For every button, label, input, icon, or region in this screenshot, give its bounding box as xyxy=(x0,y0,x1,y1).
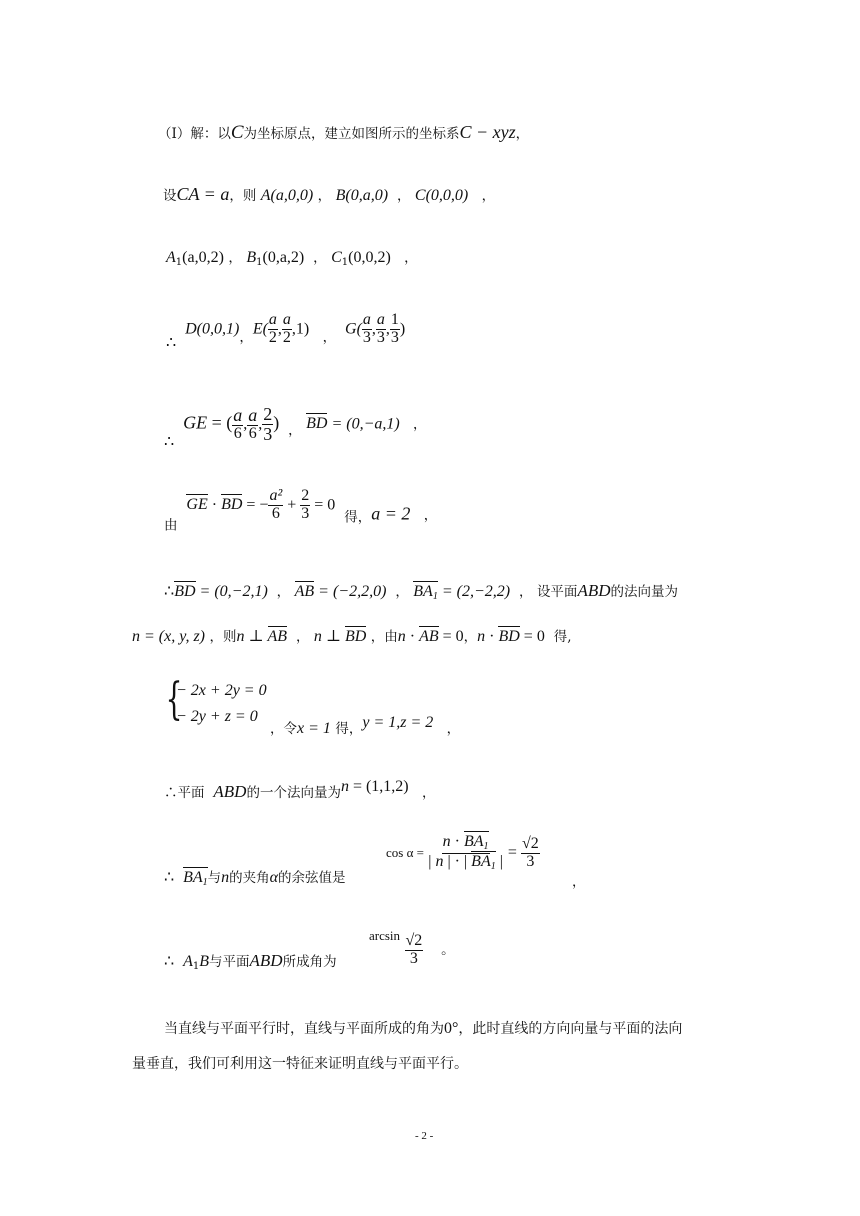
system-equation-1: − 2x + 2y = 0 xyxy=(176,682,267,699)
dot-product-equation-line: 由 GE · BD = − $\frac{\text{a²}}{6}$ + $\frac{2}{3}$ = 0 得，a = 2 ， xyxy=(164,487,438,534)
cosine-line-comma: ， xyxy=(572,874,586,890)
system-solution-line: ，令x = 1 得，y = 1,z = 2 ， xyxy=(270,714,461,737)
cosine-angle-label: ∴ $BA_1$与n的夹角α的余弦值是 xyxy=(164,869,346,888)
vector-GE-BD-line: ∴ GE = ( $\frac{a}{6}$ , $\frac{a}{6}$ , $\frac{2}{3}$ ) ， BD = (0,−a,1) ， xyxy=(164,404,427,451)
system-equation-2: − 2y + z = 0 xyxy=(176,708,258,725)
cosine-formula: cos α = $\frac{n \cdot BA_1}{| n | \cdot | BA_1 |}$ = $\frac{√2}{3}$ xyxy=(386,833,539,872)
conclusion-paragraph-line-2: 量垂直，我们可利用这一特征来证明直线与平面平行。 xyxy=(132,1056,468,1072)
coordinates-line-2: $A_1(a,0,2)$ ， $B_1(0,a,2)$ ， $C_1(0,0,2)$ ， xyxy=(166,249,418,268)
angle-result-line: ∴ $A_1B$与平面ABD所成角为 xyxy=(164,951,337,972)
conclusion-paragraph: 当直线与平面平行时，直线与平面所成的角为0°，此时直线的方向向量与平面的法向 xyxy=(164,1020,683,1037)
arcsin-formula: arcsin $\frac{√2}{3}$ 。 xyxy=(369,928,455,967)
coordinates-line-1: 设CA = a，则 A(a,0,0) ， B(0,a,0) ， C(0,0,0) ， xyxy=(163,184,496,204)
solution-intro-line: （Ⅰ）解：以C为坐标原点，建立如图所示的坐标系C − xyz， xyxy=(158,122,530,143)
equation-system-brace: { xyxy=(165,674,183,725)
vectors-BD-AB-BA1-line: ∴BD = (0,−2,1) ， AB = (−2,2,0) ， $BA_1 = (2,-2,2)$ ， 设平面ABD的法向量为 xyxy=(164,581,678,602)
page-number: - 2 - xyxy=(415,1130,434,1142)
normal-vector-result-line: ∴平面 ABD的一个法向量为n = (1,1,2) ， xyxy=(164,778,436,801)
points-DEG-line: ∴ D(0,0,1)，E( $\frac{a}{2}$ , $\frac{a}{2}$ ,1) ， G( $\frac{a}{3}$ , $\frac{a}{3}$ , $\frac{1}{3}$ ) xyxy=(166,311,406,352)
normal-vector-conditions-line: n = (x, y, z) ，则n ⊥ AB ， n ⊥ BD ，由n · AB = 0，n · BD = 0 得, xyxy=(132,628,572,645)
